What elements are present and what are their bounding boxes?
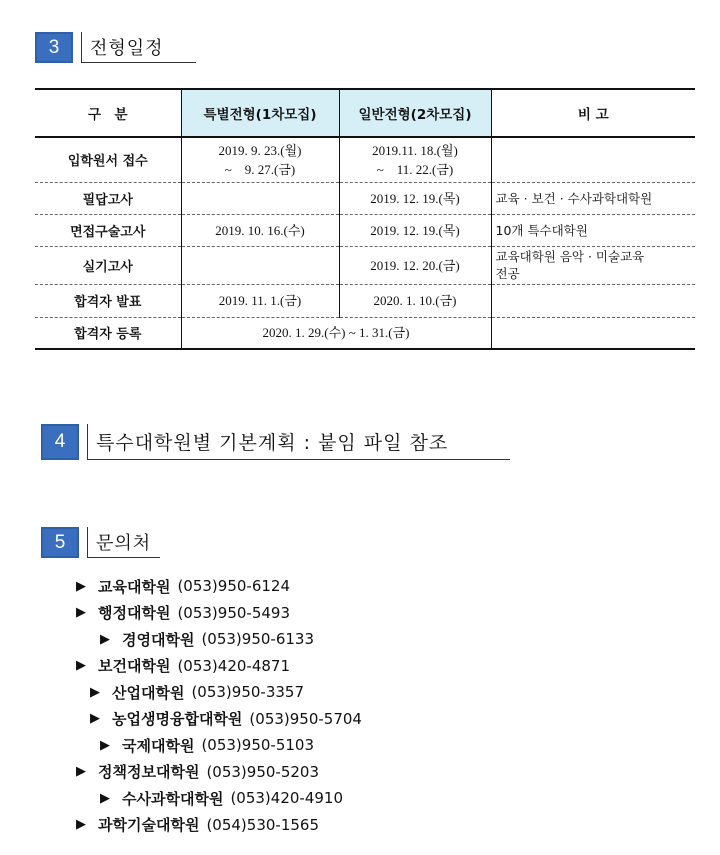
special-date: 2019. 11. 1.(금) [181, 284, 339, 317]
contact-phone: (053)950-5493 [177, 603, 291, 622]
general-date: 2019. 12. 19.(목) [339, 214, 491, 246]
registration-date: 2020. 1. 29.(수) ~ 1. 31.(금) [181, 317, 491, 349]
section-5-heading [41, 527, 160, 558]
table-header-row [35, 89, 695, 137]
contact-phone: (053)950-6124 [177, 577, 291, 596]
special-date [181, 246, 339, 284]
row-label: 입학원서 접수 [35, 137, 181, 182]
table-row [35, 214, 695, 246]
section-title: 특수대학원별 기본계획 : 붙임 파일 참조 [87, 424, 510, 460]
contact-name: 과학기술대학원 [98, 816, 200, 835]
row-label: 합격자 등록 [35, 317, 181, 349]
section-number: 4 [41, 424, 79, 460]
contact-phone: (053)950-5203 [206, 762, 319, 781]
triangle-bullet-icon: ▶ [100, 790, 110, 806]
contact-name: 정책정보대학원 [98, 763, 200, 782]
contact-phone: (054)530-1565 [206, 815, 319, 834]
special-date: 2019. 10. 16.(수) [181, 214, 339, 246]
triangle-bullet-icon: ▶ [76, 764, 86, 780]
contact-name: 국제대학원 [122, 736, 195, 755]
general-date: 2020. 1. 10.(금) [339, 284, 491, 317]
contact-item [76, 785, 362, 812]
row-label: 실기고사 [35, 246, 181, 284]
general-date: 2019. 12. 19.(목) [339, 182, 491, 214]
contact-item [76, 679, 362, 706]
contact-item [76, 759, 362, 786]
remark: 10개 특수대학원 [491, 214, 695, 246]
header-general-admission: 일반전형(2차모집) [339, 89, 491, 137]
section-number: 3 [35, 32, 73, 63]
contact-phone: (053)420-4910 [230, 789, 343, 808]
table-row [35, 317, 695, 349]
contact-name: 보건대학원 [98, 657, 171, 676]
triangle-bullet-icon: ▶ [76, 658, 86, 674]
contact-phone: (053)950-5103 [201, 736, 315, 755]
triangle-bullet-icon: ▶ [90, 711, 100, 727]
contact-name: 수사과학대학원 [122, 789, 224, 808]
contact-item [76, 653, 362, 680]
contact-item [76, 573, 362, 600]
triangle-bullet-icon: ▶ [76, 605, 86, 621]
special-date: 2019. 9. 23.(월) ~ 9. 27.(금) [181, 137, 339, 182]
remark: 교육 · 보건 · 수사과학대학원 [491, 182, 695, 214]
section-number: 5 [41, 527, 79, 558]
general-date: 2019.11. 18.(월) ~ 11. 22.(금) [339, 137, 491, 182]
contact-phone: (053)950-6133 [201, 630, 315, 649]
contact-phone: (053)420-4871 [177, 656, 291, 675]
row-label: 합격자 발표 [35, 284, 181, 317]
triangle-bullet-icon: ▶ [100, 737, 110, 753]
general-date: 2019. 12. 20.(금) [339, 246, 491, 284]
contact-name: 교육대학원 [98, 577, 171, 596]
contact-name: 산업대학원 [112, 683, 185, 702]
header-remarks: 비 고 [491, 89, 695, 137]
section-title: 문의처 [87, 527, 160, 558]
header-category: 구 분 [35, 89, 181, 137]
table-row [35, 246, 695, 284]
table-row [35, 137, 695, 182]
section-title: 전형일정 [81, 32, 196, 63]
contact-name: 농업생명융합대학원 [112, 710, 243, 729]
special-date [181, 182, 339, 214]
contact-item [76, 812, 362, 839]
contact-item [76, 626, 362, 653]
remark: 교육대학원 음악 · 미술교육 전공 [491, 246, 695, 284]
contact-list [76, 573, 362, 838]
section-4-heading [41, 424, 510, 460]
row-label: 필답고사 [35, 182, 181, 214]
contact-item [76, 732, 362, 759]
row-label: 면접구술고사 [35, 214, 181, 246]
triangle-bullet-icon: ▶ [100, 631, 110, 647]
remark [491, 137, 695, 182]
contact-phone: (053)950-5704 [249, 709, 362, 728]
contact-name: 행정대학원 [98, 604, 171, 623]
schedule-table [35, 88, 695, 350]
table-row [35, 284, 695, 317]
contact-name: 경영대학원 [122, 630, 195, 649]
triangle-bullet-icon: ▶ [76, 578, 86, 594]
contact-phone: (053)950-3357 [191, 683, 305, 702]
remark [491, 317, 695, 349]
table-row [35, 182, 695, 214]
contact-item [76, 600, 362, 627]
triangle-bullet-icon: ▶ [90, 684, 100, 700]
header-special-admission: 특별전형(1차모집) [181, 89, 339, 137]
triangle-bullet-icon: ▶ [76, 817, 86, 833]
contact-item [76, 706, 362, 733]
remark [491, 284, 695, 317]
section-3-heading [35, 32, 196, 63]
